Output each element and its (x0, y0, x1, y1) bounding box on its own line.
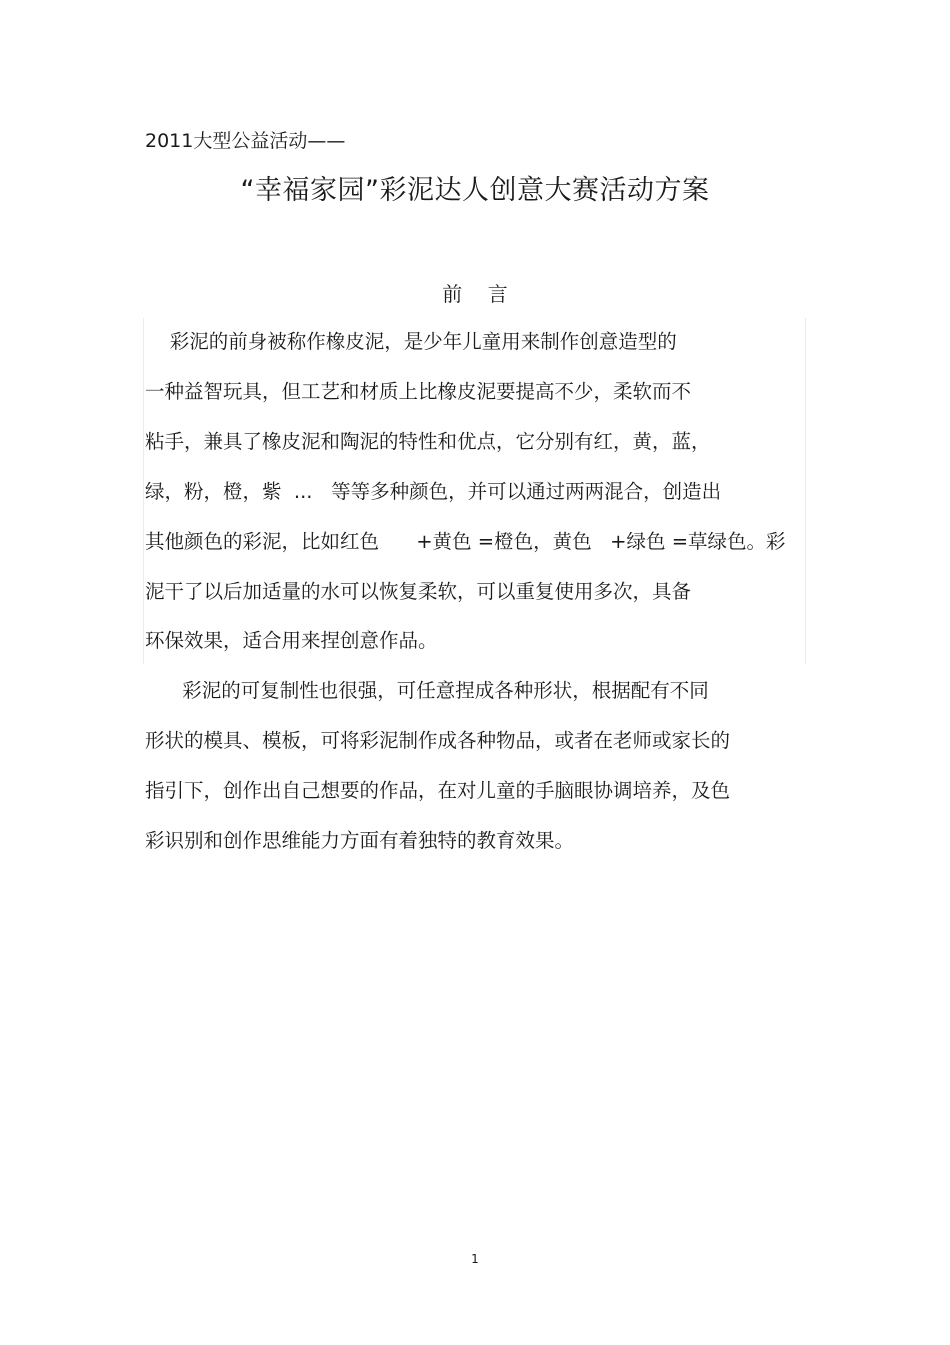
paragraph-line: 彩识别和创作思维能力方面有着独特的教育效果。 (145, 829, 575, 852)
paragraph-line: 其他颜色的彩泥，比如红色 +黄色 =橙色，黄色 +绿色 =草绿色。彩 (145, 530, 786, 553)
paragraph-line: 形状的模具、模板，可将彩泥制作成各种物品，或者在老师或家长的 (145, 729, 731, 752)
document-title: “幸福家园”彩泥达人创意大赛活动方案 (240, 175, 710, 206)
paragraph-line: 泥干了以后加适量的水可以恢复柔软，可以重复使用多次，具备 (145, 580, 692, 603)
document-subtitle: 2011大型公益活动—— (145, 130, 346, 152)
paragraph-line: 彩泥的可复制性也很强，可任意捏成各种形状，根据配有不同 (145, 679, 709, 702)
paragraph-line: 彩泥的前身被称作橡皮泥，是少年儿童用来制作创意造型的 (145, 330, 677, 353)
paragraph-line: 绿，粉，橙，紫 ... 等等多种颜色，并可以通过两两混合，创造出 (145, 480, 722, 503)
paragraph-line: 环保效果，适合用来捏创意作品。 (145, 629, 438, 652)
page-number: 1 (471, 1252, 479, 1266)
paragraph-line: 指引下，创作出自己想要的作品，在对儿童的手脑眼协调培养，及色 (145, 779, 731, 802)
section-heading: 前 言 (442, 282, 508, 306)
paragraph-line: 粘手，兼具了橡皮泥和陶泥的特性和优点，它分别有红，黄，蓝， (145, 430, 711, 453)
paragraph-line: 一种益智玩具，但工艺和材质上比橡皮泥要提高不少，柔软而不 (145, 380, 692, 403)
